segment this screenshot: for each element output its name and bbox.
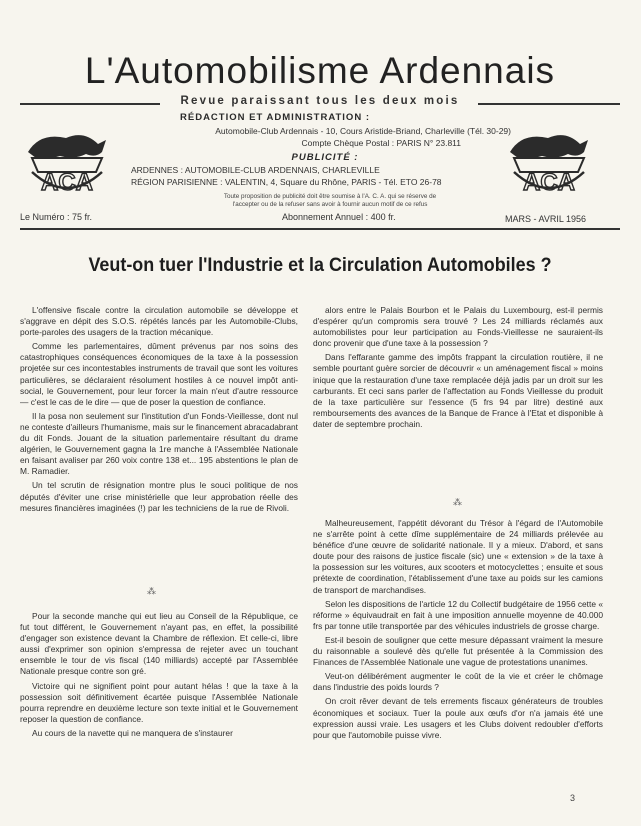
article-paragraph: Est-il besoin de souligner que cette mesure dépassant vraiment la mesure du raisonnable a soulevé dès qu'elle fut présentée à la Commission des Finances de l'Assemblée Nationale une vague de protestations unanimes. bbox=[313, 634, 603, 668]
left-column-block-1 bbox=[20, 305, 298, 517]
article-headline: Veut-on tuer l'Industrie et la Circulation Automobiles ? bbox=[88, 254, 552, 276]
article-paragraph: Pour la seconde manche qui eut lieu au Conseil de la République, ce fut tout différent, le Gouvernement n'ayant pas, en effet, la possibilité d'engager son existence devant la Chambre de réflexion. Et celle-ci, libre aussi d'exprimer son opinion s'empressa de rejeter avec un touchant ensemble le tour de vis fiscal (140 milliards) accepté par l'Assemblée Nationale presque contre son gré. bbox=[20, 611, 298, 677]
advertising-notice-2: l'accepter ou de la refuser sans avoir à fournir aucun motif de ce refus bbox=[232, 201, 428, 208]
publicite-ardennes: ARDENNES : AUTOMOBILE-CLUB ARDENNAIS, CHARLEVILLE bbox=[131, 165, 380, 175]
rule-right bbox=[478, 103, 620, 105]
aca-logo-left bbox=[18, 118, 116, 208]
article-paragraph: L'offensive fiscale contre la circulation automobile se développe et s'aggrave en dépit des S.O.S. répétés lancés par les Automobile-Clubs, porte-paroles des usagers de la traction mécanique. bbox=[20, 305, 298, 338]
advertising-notice-1: Toute proposition de publicité doit être soumise à l'A. C. A. qui se réserve de bbox=[223, 193, 437, 200]
subtitle: Revue paraissant tous les deux mois bbox=[180, 95, 460, 107]
rule-left bbox=[20, 103, 160, 105]
compte-cheque: Compte Chèque Postal : PARIS N° 23.811 bbox=[301, 138, 461, 148]
redaction-address: Automobile-Club Ardennais - 10, Cours Aristide-Briand, Charleville (Tél. 30-29) bbox=[215, 126, 511, 136]
issue-date: MARS - AVRIL 1956 bbox=[505, 214, 587, 224]
article-paragraph: Victoire qui ne signifient point pour autant hélas ! que la taxe à la possession soit définitivement écartée puisque l'Assemblée Nationale pourra reprendre en deuxième lecture son texte initial et le Gouvernement reposer la question de confiance. bbox=[20, 680, 298, 724]
page-number: 3 bbox=[570, 793, 576, 803]
publicite-title: PUBLICITÉ : bbox=[291, 152, 359, 163]
article-paragraph: On croit rêver devant de tels errements fiscaux générateurs de troubles économiques et sociaux. Tuer la poule aux œufs d'or n'a jamais été une expression aussi vraie. Les usagers et les Clubs doivent redoubler d'efforts pour que l'automobile puisse vivre. bbox=[313, 696, 603, 740]
svg-text:ACA: ACA bbox=[41, 169, 93, 196]
header-bottom-rule bbox=[20, 228, 620, 230]
section-separator-right: ⁂ bbox=[453, 497, 462, 507]
section-separator-left: ⁂ bbox=[147, 586, 156, 596]
annual-subscription: Abonnement Annuel : 400 fr. bbox=[282, 212, 396, 222]
article-paragraph: Un tel scrutin de résignation montre plus le souci politique de nos députés d'éviter une crise ministérielle que leur approbation réelle des mesures financières imaginées (!) par les techniciens de la rue de Rivoli. bbox=[20, 480, 298, 513]
article-paragraph: Dans l'effarante gamme des impôts frappant la circulation routière, il ne semble pourtant guère sorcier de découvrir « un aménagement fiscal » moins inique que la restauration d'une taxe remplacée déjà jadis par un droit sur les carburants. Et ceci sans parler de l'affectation au Fonds Vieillesse du produit de la taxe particulière sur l'essence (5 frs 94 par litre) destiné aux remboursements des avances de la Banque de France à l'Etat et disponible à dater de septembre prochain. bbox=[313, 352, 603, 429]
aca-logo-right bbox=[500, 118, 598, 208]
price-per-issue: Le Numéro : 75 fr. bbox=[20, 212, 93, 222]
left-column-block-2 bbox=[20, 611, 298, 742]
article-paragraph: Au cours de la navette qui ne manquera de s'instaurer bbox=[32, 727, 233, 738]
article-paragraph: Il la posa non seulement sur l'institution d'un Fonds-Vieillesse, dont nul ne conteste d'ailleurs l'humanisme, mais sur le financement abracadabrant du dit Fonds. Jouant de la situation parlementaire résultant du drame algérien, le Gouvernement gagna la 1re manche à l'Assemblée Nationale en faisant avaliser par 260 voix contre 138 et... 195 abstentions le plan de M. Ramadier. bbox=[20, 410, 298, 477]
masthead-title: L'Automobilisme Ardennais bbox=[84, 50, 556, 91]
right-column-block-2 bbox=[313, 518, 603, 744]
article-paragraph: Malheureusement, l'appétit dévorant du Trésor à l'égard de l'Automobile ne s'arrête point à cette dîme supplémentaire de 24 milliards prélevée au bénéfice d'une œuvre de solidarité nationale. Il y a mieux. D'abord, et sans doute pour des raisons de justice fiscale (sic) une « extension » de la taxe à la possession sur les voitures, aux scooters et motocyclettes ; ensuite et sous prétexte de coordination, l'établissement d'une taxe au poids sur les camions de transport de marchandises. bbox=[313, 518, 603, 595]
redaction-title: RÉDACTION ET ADMINISTRATION : bbox=[180, 112, 370, 123]
svg-text:ACA: ACA bbox=[523, 169, 575, 196]
publicite-paris: RÉGION PARISIENNE : VALENTIN, 4, Square du Rhône, PARIS - Tél. ETO 26-78 bbox=[131, 177, 442, 187]
article-paragraph: alors entre le Palais Bourbon et le Palais du Luxembourg, est-il permis d'espérer qu'un compromis sera trouvé ? Les 24 milliards réclamés aux automobilistes pour leur participation au Fonds-Vieillesse ne sauraient-ils donc provenir que d'une taxe à la possession ? bbox=[313, 305, 603, 349]
right-column-block-1 bbox=[313, 305, 603, 433]
article-paragraph: Veut-on délibérément augmenter le coût de la vie et créer le chômage dans l'industrie des poids lourds ? bbox=[313, 671, 603, 693]
article-paragraph: Comme les parlementaires, dûment prévenus par nos soins des catastrophiques conséquences économiques de la taxe à la possession projetée sur ces incontestables instruments de travail que sont les voitures particulières, se déclaraient résolument hostiles à ce nouvel impôt anti-social, le Gouvernement, pour leur forcer la main n'eut d'autre ressource — c'est le cas de le dire — que de poser la question de confiance. bbox=[20, 341, 298, 407]
article-paragraph: Selon les dispositions de l'article 12 du Collectif budgétaire de 1956 cette « réforme » équivaudrait en fait à une imposition annuelle moyenne de 40.000 frs par tonne utile transportée par des véhicules industriels de grosse charge. bbox=[313, 598, 603, 631]
